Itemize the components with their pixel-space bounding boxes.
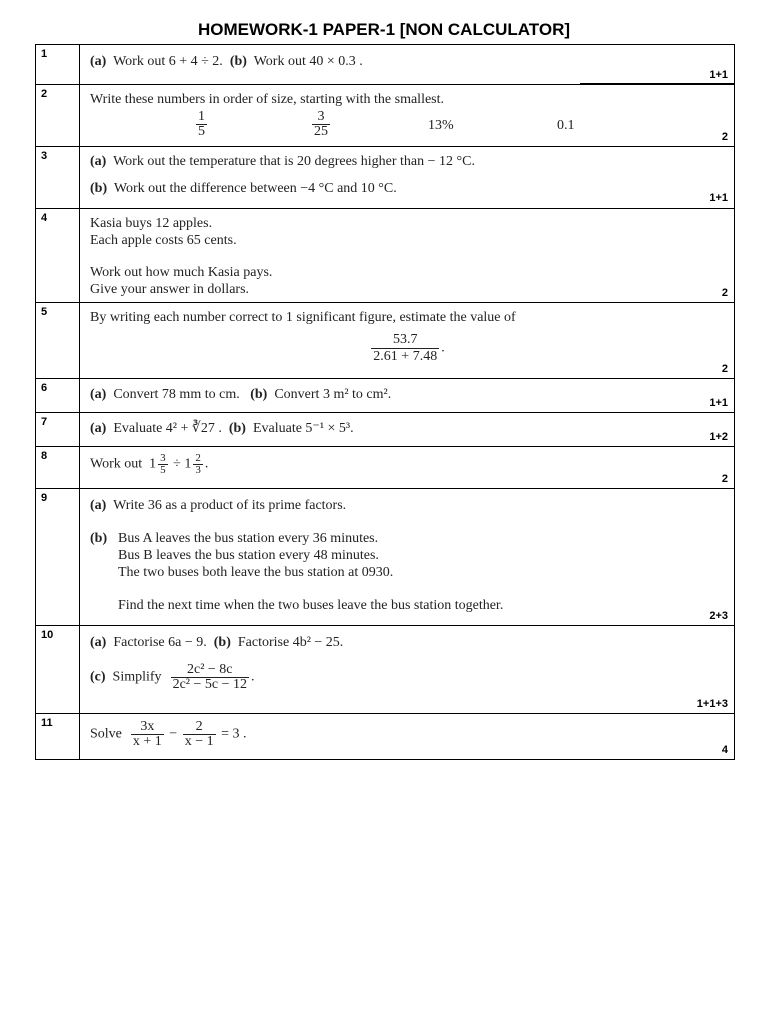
marks: 1+1 [709, 192, 728, 204]
question-content [80, 85, 735, 147]
part-label: (a) [90, 387, 107, 402]
part-label: (a) [90, 635, 107, 650]
marks: 4 [721, 744, 728, 756]
marks: 1+1+3 [696, 698, 728, 710]
equation-tail: = 3 . [221, 726, 247, 742]
marks: 2 [721, 473, 728, 485]
question-text: Evaluate 5⁻¹ × 5³. [252, 421, 354, 436]
question-text: Work out [90, 456, 143, 472]
part-label: (c) [90, 669, 106, 685]
question-number: 9 [36, 489, 80, 626]
question-row-7 [36, 413, 735, 447]
decimal-value: 0.1 [557, 118, 575, 133]
question-content [80, 379, 735, 413]
part-label: (b) [250, 387, 268, 402]
question-row-2 [36, 85, 735, 147]
question-text: Simplify [112, 669, 162, 685]
mixed-number: 1 $\frac{3}{5}$ [149, 452, 166, 476]
question-text: Factorise 4b² − 25. [237, 635, 344, 650]
page-title: HOMEWORK-1 PAPER-1 [NON CALCULATOR] [197, 20, 571, 39]
question-row-11 [36, 714, 735, 760]
punctuation: . [204, 456, 209, 472]
question-number: 2 [36, 85, 80, 147]
question-text: Work out 40 × 0.3 . [253, 54, 363, 69]
fraction: $\frac{2}{x - 1}$ [184, 719, 214, 749]
question-number: 6 [36, 379, 80, 413]
question-text: Write 36 as a product of its prime factors. [113, 498, 347, 513]
question-content [80, 45, 735, 85]
question-content [80, 413, 735, 447]
question-row-1 [36, 45, 735, 85]
marks: 1+1 [709, 69, 728, 81]
question-content [80, 303, 735, 379]
homework-table [35, 44, 735, 760]
question-content [80, 626, 735, 714]
punctuation: . [441, 340, 445, 356]
marks: 2 [721, 287, 728, 299]
fraction: $\frac{3}{25}$ [314, 109, 328, 139]
question-content [80, 447, 735, 489]
part-label: (b) [90, 531, 108, 546]
part-label: (b) [213, 635, 231, 650]
part-label: (b) [90, 181, 108, 196]
question-text: Bus B leaves the bus station every 48 minutes. [118, 548, 379, 563]
question-text: Evaluate 4² + ∛27 . [113, 421, 222, 436]
question-row-3 [36, 147, 735, 209]
question-text: Find the next time when the two buses leave the bus station together. [118, 598, 504, 613]
fraction: $\frac{3x}{x + 1}$ [132, 719, 162, 749]
answer-line [580, 84, 734, 85]
question-text: Work out the temperature that is 20 degrees higher than − 12 °C. [113, 154, 475, 169]
question-number: 4 [36, 209, 80, 303]
question-content [80, 209, 735, 303]
question-text: Convert 78 mm to cm. [113, 387, 240, 402]
question-number: 1 [36, 45, 80, 85]
part-label: (b) [228, 421, 246, 436]
marks: 2 [721, 131, 728, 143]
question-number: 11 [36, 714, 80, 760]
question-row-5 [36, 303, 735, 379]
question-content [80, 714, 735, 760]
part-label: (a) [90, 54, 107, 69]
question-text: Solve [90, 726, 122, 742]
mixed-number: 1 $\frac{2}{3}$ [184, 452, 201, 476]
question-row-9 [36, 489, 735, 626]
fraction: $\frac{1}{5}$ [198, 109, 205, 139]
question-text: The two buses both leave the bus station at 0930. [118, 565, 394, 580]
part-label: (a) [90, 154, 107, 169]
question-row-4 [36, 209, 735, 303]
part-label: (a) [90, 498, 107, 513]
question-text: Work out 6 + 4 ÷ 2. [113, 54, 223, 69]
question-text: Work out the difference between −4 °C and 10 °C. [113, 181, 397, 196]
question-text: Kasia buys 12 apples. [90, 216, 213, 231]
fraction: $\frac{\text{2c² − 8c}}{\text{2c² − 5c − 12}}$ [172, 662, 247, 692]
operator: ÷ [173, 456, 181, 472]
marks: 2+3 [709, 610, 728, 622]
marks: 1+1 [709, 397, 728, 409]
question-number: 7 [36, 413, 80, 447]
question-number: 8 [36, 447, 80, 489]
question-number: 3 [36, 147, 80, 209]
marks: 2 [721, 363, 728, 375]
operator: − [169, 726, 178, 742]
question-text: Write these numbers in order of size, starting with the smallest. [90, 92, 445, 107]
question-row-10 [36, 626, 735, 714]
question-row-8 [36, 447, 735, 489]
question-text: Give your answer in dollars. [90, 282, 250, 297]
fraction: $\frac{53.7}{2.61 + 7.48}$ [373, 332, 438, 364]
part-label: (a) [90, 421, 107, 436]
question-number: 5 [36, 303, 80, 379]
question-text: Convert 3 m² to cm². [274, 387, 392, 402]
question-number: 10 [36, 626, 80, 714]
percent-value: 13% [428, 118, 454, 133]
question-content [80, 147, 735, 209]
question-text: By writing each number correct to 1 significant figure, estimate the value of [90, 310, 516, 325]
marks: 1+2 [709, 431, 728, 443]
question-row-6 [36, 379, 735, 413]
punctuation: . [250, 669, 255, 685]
question-content [80, 489, 735, 626]
question-text: Each apple costs 65 cents. [90, 233, 237, 248]
part-label: (b) [229, 54, 247, 69]
question-text: Bus A leaves the bus station every 36 minutes. [118, 531, 379, 546]
question-text: Factorise 6a − 9. [113, 635, 207, 650]
question-text: Work out how much Kasia pays. [90, 265, 273, 280]
